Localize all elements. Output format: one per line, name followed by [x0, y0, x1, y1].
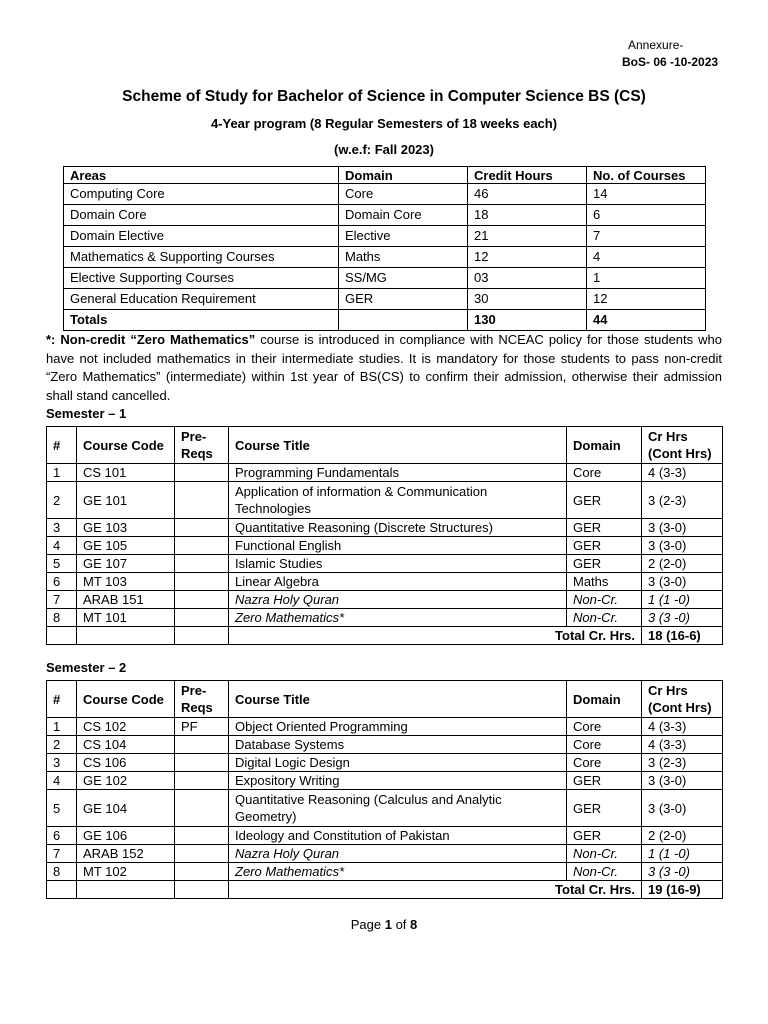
areas-cell: 6: [587, 205, 706, 226]
header-title: Course Title: [229, 681, 567, 718]
areas-totals-row: [64, 310, 706, 331]
course-domain: Non-Cr.: [567, 863, 642, 881]
course-row: [47, 790, 723, 827]
course-credits: 3 (3 -0): [642, 609, 723, 627]
header-domain: Domain: [567, 681, 642, 718]
areas-cell: 14: [587, 184, 706, 205]
header-title: Course Title: [229, 427, 567, 464]
course-prereq: [175, 736, 229, 754]
page-footer: [0, 917, 768, 932]
header-num: #: [47, 427, 77, 464]
course-code: CS 101: [77, 464, 175, 482]
areas-cell: 1: [587, 268, 706, 289]
areas-cell: Elective Supporting Courses: [64, 268, 339, 289]
course-domain: GER: [567, 772, 642, 790]
semester-1-label: Semester – 1: [46, 406, 127, 421]
course-num: 6: [47, 827, 77, 845]
course-code: MT 103: [77, 573, 175, 591]
header-prereq: Pre-Reqs: [175, 681, 229, 718]
program-subtitle: 4-Year program (8 Regular Semesters of 18 weeks each): [210, 116, 558, 131]
course-title: Islamic Studies: [229, 555, 567, 573]
course-code: GE 101: [77, 482, 175, 519]
semester-2-label: Semester – 2: [46, 660, 127, 675]
course-row: [47, 863, 723, 881]
page-total: 8: [410, 917, 418, 932]
areas-body: [64, 184, 706, 310]
course-credits: 3 (3-0): [642, 790, 723, 827]
course-num: 8: [47, 609, 77, 627]
course-prereq: [175, 863, 229, 881]
course-row: [47, 591, 723, 609]
areas-total-cell: [339, 310, 468, 331]
areas-cell: Mathematics & Supporting Courses: [64, 247, 339, 268]
course-prereq: [175, 573, 229, 591]
course-prereq: [175, 482, 229, 519]
course-num: 5: [47, 555, 77, 573]
note-text: course is introduced in compliance with NCEAC policy for those students who have not included mathematics in their intermediate studies. It is mandatory for those students to pass non-credit “Zero Mathematics” (intermediate) within 1st year of BS(CS) to confirm their admission, otherwise their admission shall stand cancelled.: [46, 332, 722, 403]
course-row: [47, 555, 723, 573]
course-title: Nazra Holy Quran: [229, 845, 567, 863]
areas-cell: 12: [468, 247, 587, 268]
areas-cell: Maths: [339, 247, 468, 268]
course-credits: 3 (3-0): [642, 519, 723, 537]
areas-header-cell: Credit Hours: [468, 167, 587, 184]
empty-cell: [47, 627, 77, 645]
areas-header-row: [64, 167, 706, 184]
course-domain: Non-Cr.: [567, 591, 642, 609]
course-credits: 3 (3-0): [642, 573, 723, 591]
semester-header-row: [47, 427, 723, 464]
course-domain: Non-Cr.: [567, 845, 642, 863]
header-code: Course Code: [77, 427, 175, 464]
areas-cell: Domain Core: [64, 205, 339, 226]
course-credits: 2 (2-0): [642, 555, 723, 573]
course-prereq: [175, 845, 229, 863]
header-code: Course Code: [77, 681, 175, 718]
page-of: of: [395, 917, 407, 932]
areas-cell: 21: [468, 226, 587, 247]
course-credits: 4 (3-3): [642, 736, 723, 754]
areas-header-cell: Areas: [64, 167, 339, 184]
course-num: 3: [47, 754, 77, 772]
course-code: GE 105: [77, 537, 175, 555]
course-row: [47, 772, 723, 790]
course-credits: 1 (1 -0): [642, 845, 723, 863]
course-row: [47, 609, 723, 627]
areas-total-cell: 130: [468, 310, 587, 331]
semester-1-table: [46, 426, 723, 645]
course-title: Zero Mathematics*: [229, 609, 567, 627]
course-prereq: [175, 464, 229, 482]
empty-cell: [175, 627, 229, 645]
course-num: 3: [47, 519, 77, 537]
course-domain: Core: [567, 754, 642, 772]
areas-cell: 18: [468, 205, 587, 226]
course-title: Quantitative Reasoning (Calculus and Analytic Geometry): [229, 790, 567, 827]
areas-total-cell: 44: [587, 310, 706, 331]
course-title: Application of information & Communication Technologies: [229, 482, 567, 519]
course-domain: Core: [567, 736, 642, 754]
header-num: #: [47, 681, 77, 718]
areas-cell: GER: [339, 289, 468, 310]
course-prereq: [175, 555, 229, 573]
areas-header-cell: Domain: [339, 167, 468, 184]
course-row: [47, 845, 723, 863]
course-num: 4: [47, 772, 77, 790]
semester-2-total-row: [47, 881, 723, 899]
areas-row: [64, 268, 706, 289]
course-domain: Core: [567, 718, 642, 736]
areas-header-cell: No. of Courses: [587, 167, 706, 184]
course-row: [47, 827, 723, 845]
course-title: Expository Writing: [229, 772, 567, 790]
total-value: 18 (16-6): [642, 627, 723, 645]
course-title: Linear Algebra: [229, 573, 567, 591]
empty-cell: [77, 881, 175, 899]
course-prereq: [175, 609, 229, 627]
annexure-label: Annexure-: [628, 38, 684, 52]
course-code: CS 106: [77, 754, 175, 772]
semester-2-body: [47, 718, 723, 881]
areas-row: [64, 226, 706, 247]
course-title: Quantitative Reasoning (Discrete Structures): [229, 519, 567, 537]
course-code: CS 102: [77, 718, 175, 736]
course-prereq: [175, 537, 229, 555]
course-title: Database Systems: [229, 736, 567, 754]
course-num: 2: [47, 736, 77, 754]
areas-cell: 46: [468, 184, 587, 205]
course-row: [47, 537, 723, 555]
course-credits: 2 (2-0): [642, 827, 723, 845]
course-num: 2: [47, 482, 77, 519]
course-domain: GER: [567, 482, 642, 519]
semester-2-table: [46, 680, 723, 899]
effective-from: (w.e.f: Fall 2023): [334, 142, 434, 157]
course-row: [47, 718, 723, 736]
course-domain: GER: [567, 519, 642, 537]
course-prereq: [175, 772, 229, 790]
course-num: 5: [47, 790, 77, 827]
course-code: MT 102: [77, 863, 175, 881]
areas-cell: 4: [587, 247, 706, 268]
course-num: 4: [47, 537, 77, 555]
course-credits: 4 (3-3): [642, 464, 723, 482]
course-code: GE 106: [77, 827, 175, 845]
zero-math-note: [46, 331, 722, 405]
areas-cell: Domain Core: [339, 205, 468, 226]
course-row: [47, 464, 723, 482]
areas-cell: Computing Core: [64, 184, 339, 205]
areas-row: [64, 289, 706, 310]
page-title: Scheme of Study for Bachelor of Science in Computer Science BS (CS): [122, 88, 646, 105]
course-row: [47, 736, 723, 754]
areas-cell: Elective: [339, 226, 468, 247]
semester-1-body: [47, 464, 723, 627]
course-num: 7: [47, 591, 77, 609]
course-prereq: PF: [175, 718, 229, 736]
course-title: Nazra Holy Quran: [229, 591, 567, 609]
areas-cell: General Education Requirement: [64, 289, 339, 310]
areas-table: [63, 166, 706, 331]
course-credits: 3 (2-3): [642, 482, 723, 519]
course-title: Digital Logic Design: [229, 754, 567, 772]
course-code: GE 102: [77, 772, 175, 790]
course-domain: GER: [567, 827, 642, 845]
course-title: Functional English: [229, 537, 567, 555]
course-prereq: [175, 519, 229, 537]
course-credits: 1 (1 -0): [642, 591, 723, 609]
bos-reference: BoS- 06 -10-2023: [622, 55, 719, 69]
course-title: Ideology and Constitution of Pakistan: [229, 827, 567, 845]
course-title: Object Oriented Programming: [229, 718, 567, 736]
total-label: Total Cr. Hrs.: [229, 881, 642, 899]
course-domain: GER: [567, 537, 642, 555]
course-code: GE 104: [77, 790, 175, 827]
course-credits: 3 (3-0): [642, 537, 723, 555]
areas-cell: 03: [468, 268, 587, 289]
empty-cell: [77, 627, 175, 645]
areas-cell: 30: [468, 289, 587, 310]
areas-row: [64, 205, 706, 226]
course-row: [47, 519, 723, 537]
course-domain: GER: [567, 790, 642, 827]
course-title: Programming Fundamentals: [229, 464, 567, 482]
areas-cell: Domain Elective: [64, 226, 339, 247]
areas-cell: 7: [587, 226, 706, 247]
total-label: Total Cr. Hrs.: [229, 627, 642, 645]
course-prereq: [175, 754, 229, 772]
course-num: 8: [47, 863, 77, 881]
areas-row: [64, 247, 706, 268]
course-title: Zero Mathematics*: [229, 863, 567, 881]
empty-cell: [47, 881, 77, 899]
course-domain: GER: [567, 555, 642, 573]
empty-cell: [175, 881, 229, 899]
areas-cell: 12: [587, 289, 706, 310]
header-domain: Domain: [567, 427, 642, 464]
course-domain: Core: [567, 464, 642, 482]
semester-header-row: [47, 681, 723, 718]
areas-cell: Core: [339, 184, 468, 205]
course-row: [47, 573, 723, 591]
course-credits: 4 (3-3): [642, 718, 723, 736]
total-value: 19 (16-9): [642, 881, 723, 899]
semester-1-total-row: [47, 627, 723, 645]
course-num: 1: [47, 464, 77, 482]
course-credits: 3 (3 -0): [642, 863, 723, 881]
course-code: GE 103: [77, 519, 175, 537]
header-prereq: Pre-Reqs: [175, 427, 229, 464]
course-code: GE 107: [77, 555, 175, 573]
course-prereq: [175, 591, 229, 609]
page-word: Page: [350, 917, 382, 932]
course-prereq: [175, 827, 229, 845]
header-cr: Cr Hrs (Cont Hrs): [642, 681, 723, 718]
course-row: [47, 482, 723, 519]
areas-total-cell: Totals: [64, 310, 339, 331]
course-domain: Non-Cr.: [567, 609, 642, 627]
course-prereq: [175, 790, 229, 827]
areas-row: [64, 184, 706, 205]
course-num: 7: [47, 845, 77, 863]
course-credits: 3 (2-3): [642, 754, 723, 772]
course-num: 1: [47, 718, 77, 736]
header-cr: Cr Hrs (Cont Hrs): [642, 427, 723, 464]
course-code: CS 104: [77, 736, 175, 754]
course-row: [47, 754, 723, 772]
page-current: 1: [384, 917, 392, 932]
note-lead: *: Non-credit “Zero Mathematics”: [46, 332, 256, 347]
course-domain: Maths: [567, 573, 642, 591]
course-code: ARAB 152: [77, 845, 175, 863]
course-num: 6: [47, 573, 77, 591]
course-credits: 3 (3-0): [642, 772, 723, 790]
areas-cell: SS/MG: [339, 268, 468, 289]
course-code: MT 101: [77, 609, 175, 627]
course-code: ARAB 151: [77, 591, 175, 609]
